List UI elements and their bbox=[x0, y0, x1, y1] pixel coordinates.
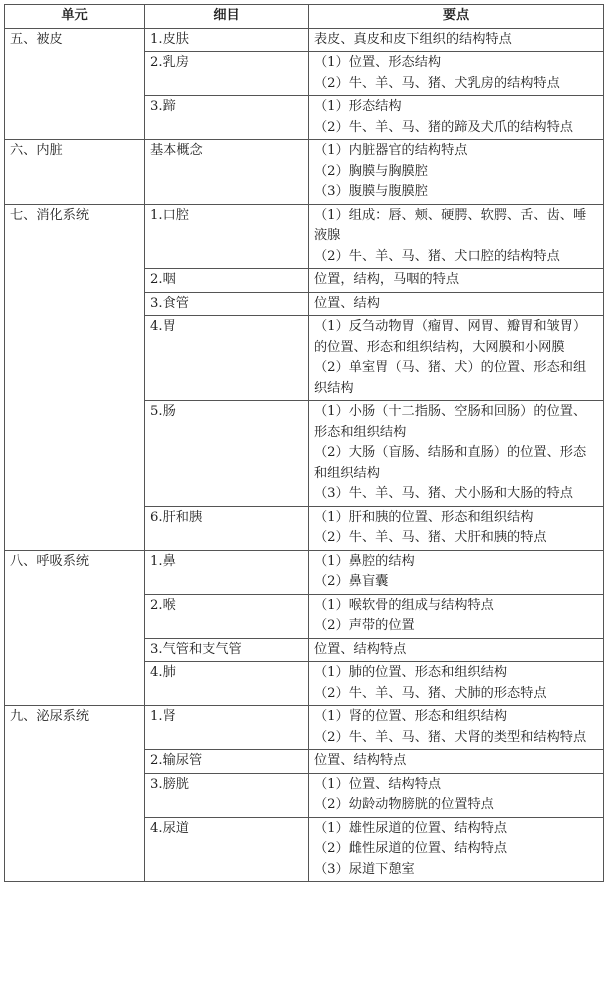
table-row bbox=[5, 550, 604, 594]
point-cell bbox=[309, 292, 604, 316]
point-line: （1）位置、结构特点 bbox=[314, 776, 442, 792]
point-line: （2）牛、羊、马、猪、犬口腔的结构特点 bbox=[314, 248, 560, 264]
point-cell bbox=[309, 96, 604, 140]
point-cell bbox=[309, 269, 604, 293]
point-line: （3）尿道下憩室 bbox=[314, 861, 415, 877]
unit-cell: 五、被皮 bbox=[5, 28, 145, 140]
point-line: （3）牛、羊、马、猪、犬小肠和大肠的特点 bbox=[314, 486, 573, 501]
table-row bbox=[5, 140, 604, 205]
item-cell: 1.口腔 bbox=[145, 204, 309, 269]
table-row bbox=[5, 204, 604, 269]
table-row bbox=[5, 706, 604, 750]
item-cell: 1.鼻 bbox=[145, 550, 309, 594]
point-line: （1）肾的位置、形态和组织结构 bbox=[314, 709, 508, 724]
point-line: （1）肺的位置、形态和组织结构 bbox=[314, 665, 508, 680]
item-cell: 4.胃 bbox=[145, 316, 309, 401]
point-cell bbox=[309, 773, 604, 817]
point-line: 表皮、真皮和皮下组织的结构特点 bbox=[314, 31, 512, 47]
point-line: （3）腹膜与腹膜腔 bbox=[314, 184, 428, 199]
point-cell bbox=[309, 52, 604, 96]
table-row bbox=[5, 28, 604, 52]
point-line: （2）胸膜与胸膜腔 bbox=[314, 163, 428, 179]
point-line: （2）单室胃（马、猪、犬）的位置、形态和组织结构 bbox=[314, 360, 587, 396]
point-line: （2）声带的位置 bbox=[314, 618, 415, 633]
item-cell: 2.乳房 bbox=[145, 52, 309, 96]
point-line: （2）雌性尿道的位置、结构特点 bbox=[314, 841, 508, 856]
point-cell bbox=[309, 204, 604, 269]
point-line: （2）幼龄动物膀胱的位置特点 bbox=[314, 797, 494, 812]
point-line: 位置、结构 bbox=[314, 295, 380, 311]
point-line: （2）牛、羊、马、猪、犬肝和胰的特点 bbox=[314, 530, 547, 545]
point-cell bbox=[309, 638, 604, 662]
point-line: （1）肝和胰的位置、形态和组织结构 bbox=[314, 509, 534, 525]
point-line: 位置、结构特点 bbox=[314, 641, 407, 657]
point-cell bbox=[309, 662, 604, 706]
point-line: （1）位置、形态结构 bbox=[314, 55, 442, 70]
syllabus-table bbox=[4, 4, 604, 882]
item-cell: 基本概念 bbox=[145, 140, 309, 205]
point-cell bbox=[309, 594, 604, 638]
header-unit: 单元 bbox=[5, 5, 145, 29]
point-line: 位置，结构，马咽的特点 bbox=[314, 272, 460, 287]
point-line: （1）形态结构 bbox=[314, 99, 402, 114]
unit-cell: 六、内脏 bbox=[5, 140, 145, 205]
point-line: （1）组成：唇、颊、硬腭、软腭、舌、齿、唾液腺 bbox=[314, 207, 587, 243]
point-line: （1）小肠（十二指肠、空肠和回肠）的位置、形态和组织结构 bbox=[314, 404, 587, 440]
item-cell: 4.尿道 bbox=[145, 817, 309, 882]
item-cell: 3.膀胱 bbox=[145, 773, 309, 817]
item-cell: 2.喉 bbox=[145, 594, 309, 638]
item-cell: 4.肺 bbox=[145, 662, 309, 706]
point-cell bbox=[309, 140, 604, 205]
point-line: （1）喉软骨的组成与结构特点 bbox=[314, 597, 494, 613]
point-cell bbox=[309, 706, 604, 750]
item-cell: 5.肠 bbox=[145, 401, 309, 507]
header-row bbox=[5, 5, 604, 29]
point-cell bbox=[309, 316, 604, 401]
point-line: （1）反刍动物胃（瘤胃、网胃、瓣胃和皱胃）的位置、形态和组织结构，大网膜和小网膜 bbox=[314, 319, 587, 355]
point-line: （2）大肠（盲肠、结肠和直肠）的位置、形态和组织结构 bbox=[314, 445, 587, 481]
point-line: （2）牛、羊、马、猪、犬肺的形态特点 bbox=[314, 685, 547, 701]
point-line: （2）牛、羊、马、猪、犬乳房的结构特点 bbox=[314, 75, 560, 91]
point-cell bbox=[309, 506, 604, 550]
item-cell: 2.输尿管 bbox=[145, 750, 309, 774]
unit-cell: 九、泌尿系统 bbox=[5, 706, 145, 882]
point-cell bbox=[309, 28, 604, 52]
item-cell: 3.食管 bbox=[145, 292, 309, 316]
point-line: 位置、结构特点 bbox=[314, 753, 407, 768]
item-cell: 3.气管和支气管 bbox=[145, 638, 309, 662]
unit-cell: 八、呼吸系统 bbox=[5, 550, 145, 706]
point-line: （1）鼻腔的结构 bbox=[314, 553, 415, 569]
item-cell: 3.蹄 bbox=[145, 96, 309, 140]
point-cell bbox=[309, 750, 604, 774]
point-cell bbox=[309, 550, 604, 594]
header-item: 细目 bbox=[145, 5, 309, 29]
item-cell: 6.肝和胰 bbox=[145, 506, 309, 550]
item-cell: 1.皮肤 bbox=[145, 28, 309, 52]
point-line: （2）牛、羊、马、猪、犬肾的类型和结构特点 bbox=[314, 729, 587, 745]
item-cell: 2.咽 bbox=[145, 269, 309, 293]
point-line: （1）内脏器官的结构特点 bbox=[314, 143, 468, 158]
point-cell bbox=[309, 817, 604, 882]
item-cell: 1.肾 bbox=[145, 706, 309, 750]
point-line: （2）牛、羊、马、猪的蹄及犬爪的结构特点 bbox=[314, 119, 573, 135]
point-line: （1）雄性尿道的位置、结构特点 bbox=[314, 820, 508, 836]
point-line: （2）鼻盲囊 bbox=[314, 574, 389, 589]
unit-cell: 七、消化系统 bbox=[5, 204, 145, 550]
point-cell bbox=[309, 401, 604, 507]
header-point: 要点 bbox=[309, 5, 604, 29]
table-body bbox=[5, 28, 604, 882]
